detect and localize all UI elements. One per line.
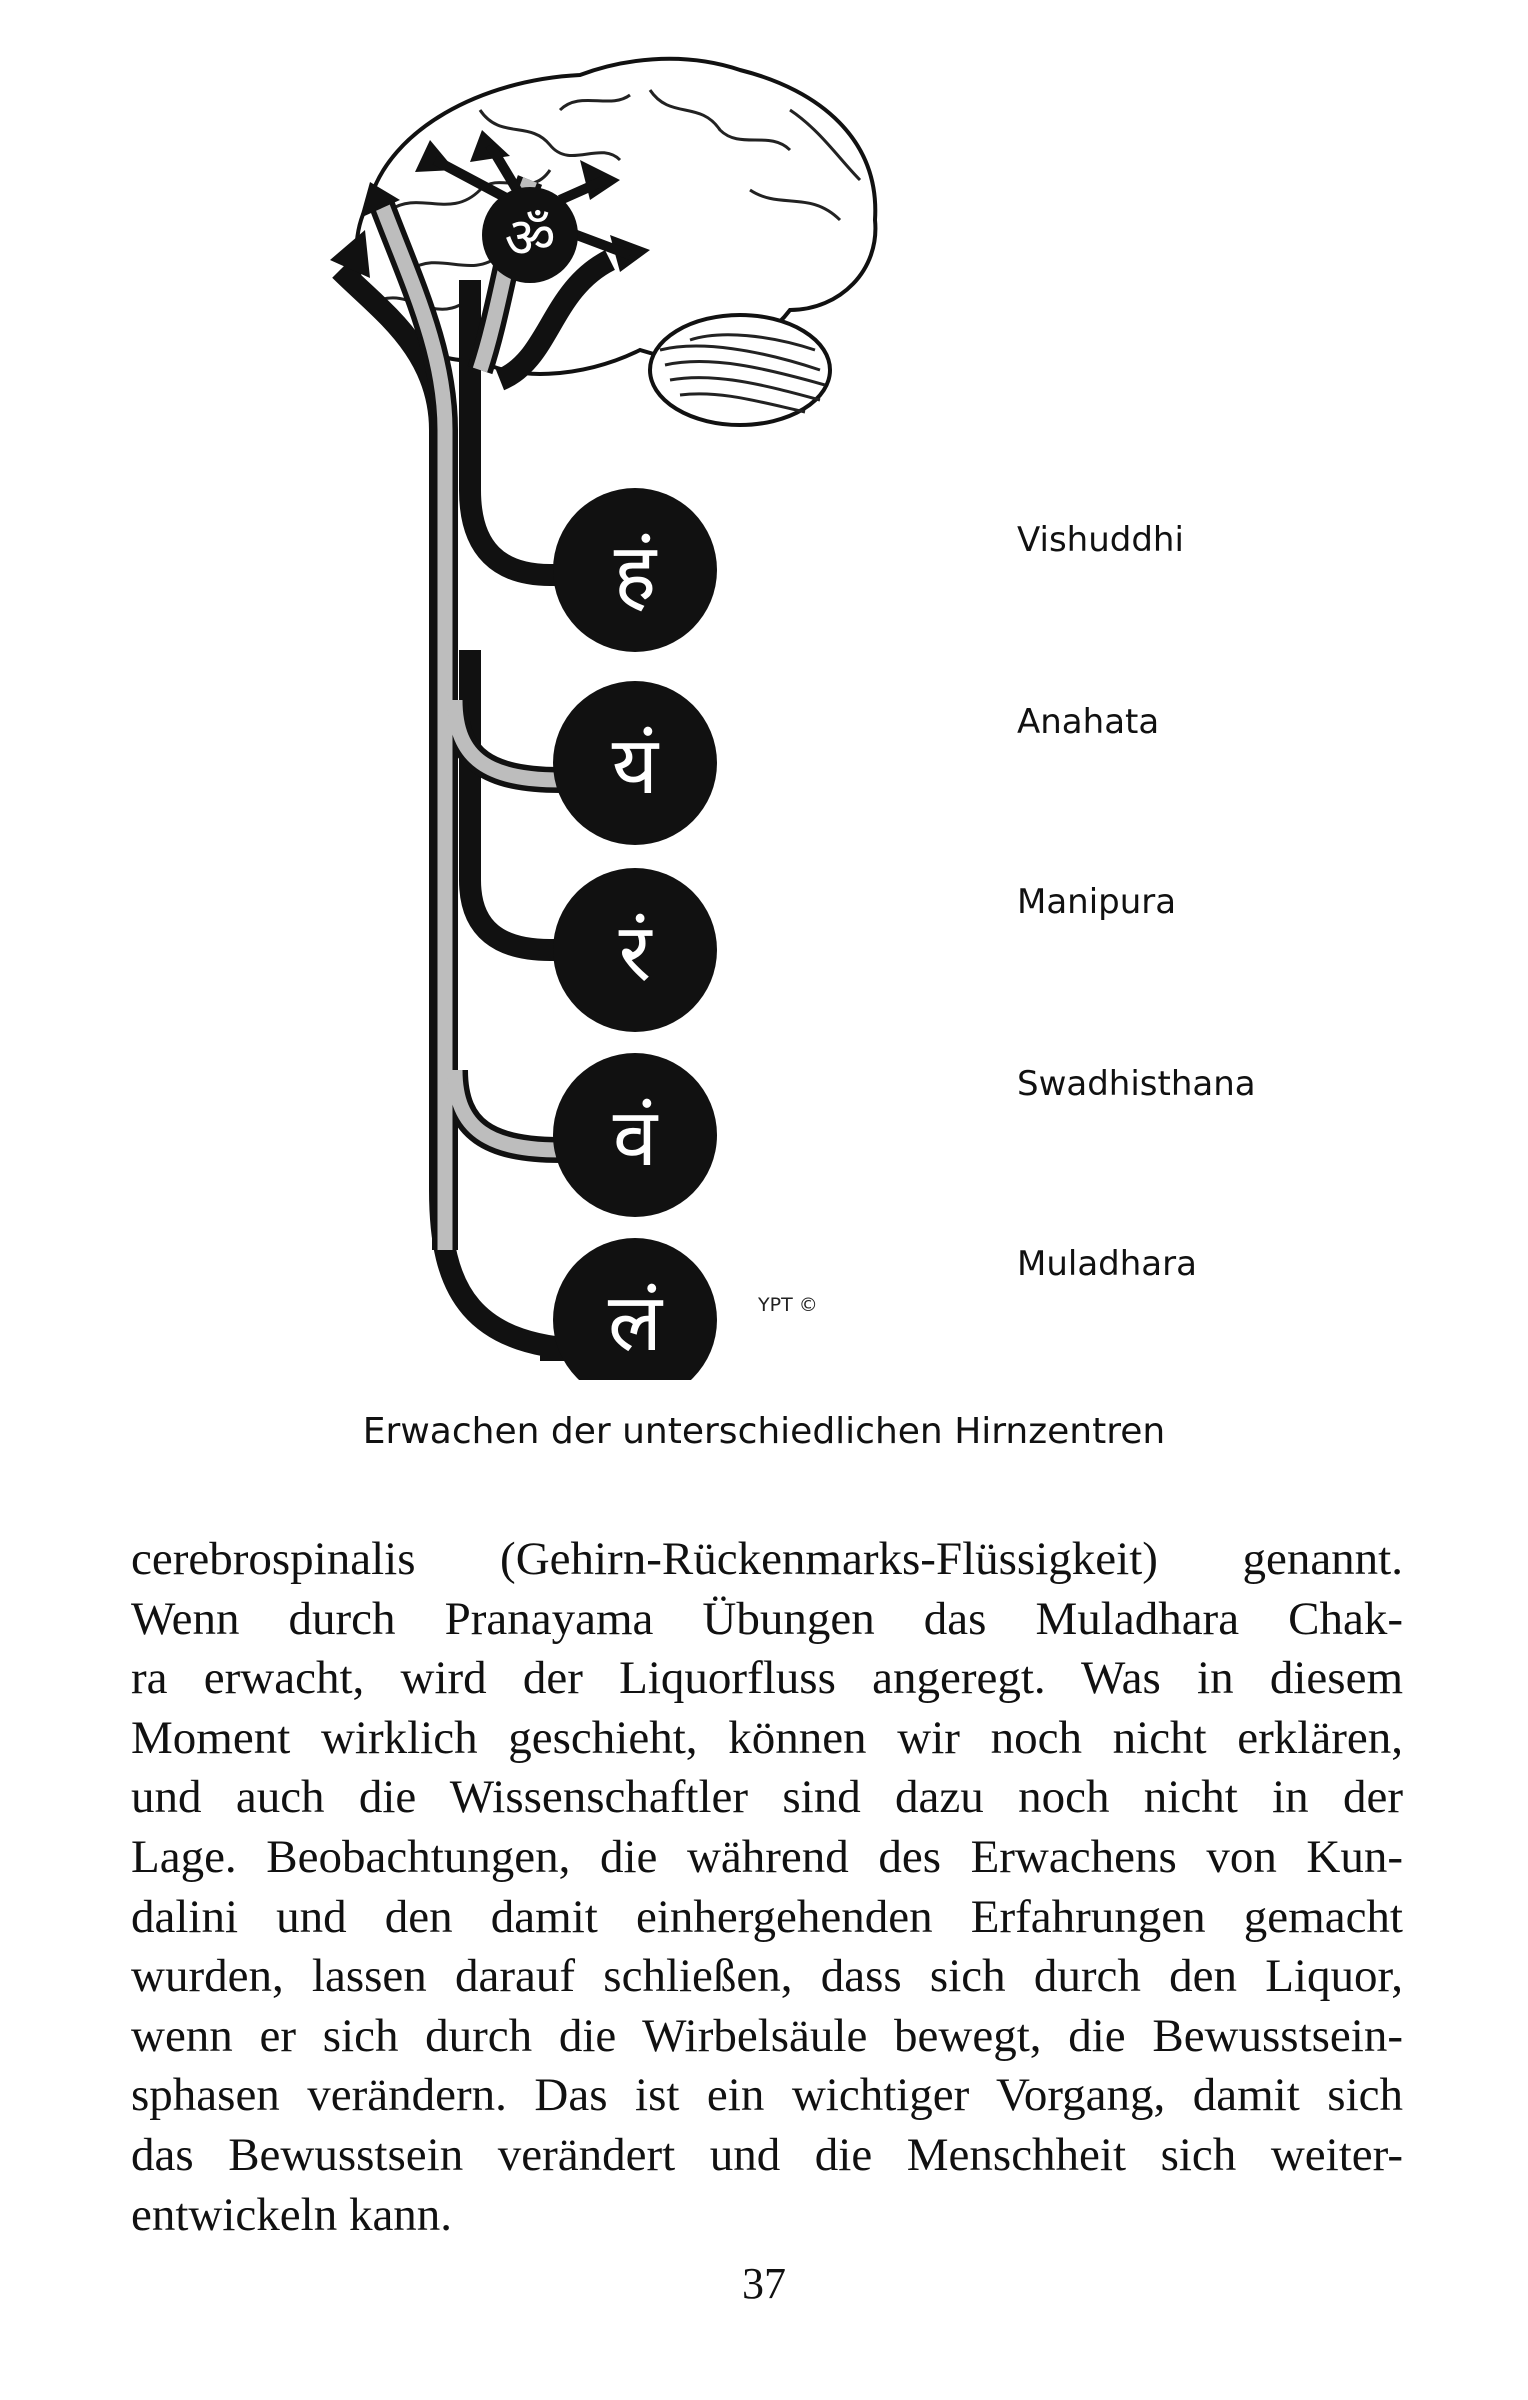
bija-manipura: रं [618,906,652,999]
text-line: entwickeln kann. [131,2188,453,2241]
chakra-label-swadhisthana: Swadhisthana [1017,1064,1256,1104]
chakra-circle-swadhisthana [553,1053,717,1217]
text-line: das Bewusstsein verändert und die Menschheit sich weiter- [131,2128,1403,2181]
chakra-label-manipura: Manipura [1017,882,1177,922]
figure-copyright: YPT © [758,1294,818,1316]
om-circle [482,187,578,283]
text-line: Moment wirklich geschieht, können wir noch nicht erklären, [131,1711,1403,1764]
brain-spine-drawing [320,50,1020,1380]
chakra-label-vishuddhi: Vishuddhi [1017,520,1184,560]
chakra-circle-manipura [553,868,717,1032]
body-paragraph [131,1530,1403,2245]
text-line: und auch die Wissenschaftler sind dazu noch nicht in der [131,1771,1403,1824]
chakra-brain-illustration [320,50,1020,1380]
text-line: Wenn durch Pranayama Übungen das Muladhara Chak- [131,1592,1403,1645]
chakra-circle-muladhara [553,1238,717,1380]
chakra-label-muladhara: Muladhara [1017,1244,1197,1284]
bija-swadhisthana: वं [612,1091,658,1184]
text-line: sphasen verändern. Das ist ein wichtiger Vorgang, damit sich [131,2069,1403,2122]
text-line: cerebrospinalis (Gehirn-Rückenmarks-Flüssigkeit) genannt. [131,1533,1403,1585]
text-line: wurden, lassen darauf schließen, dass sich durch den Liquor, [131,1950,1403,2003]
bija-anahata: यं [611,719,659,812]
text-line: wenn er sich durch die Wirbelsäule bewegt, die Bewusstsein- [131,2009,1403,2062]
chakra-label-anahata: Anahata [1017,702,1160,742]
om-symbol: ॐ [504,206,556,271]
text-line: dalini und den damit einhergehenden Erfahrungen gemacht [131,1890,1403,1943]
text-line: Lage. Beobachtungen, die während des Erwachens von Kun- [131,1830,1403,1883]
chakra-circle-anahata [553,681,717,845]
text-line: ra erwacht, wird der Liquorfluss angeregt. Was in diesem [131,1652,1403,1705]
bija-muladhara: लं [607,1276,663,1369]
figure-caption: Erwachen der unterschiedlichen Hirnzentren [362,1411,1166,1452]
chakra-circle-vishuddhi [553,488,717,652]
cerebellum [650,315,830,425]
bija-vishuddhi: हं [613,526,657,619]
page-number: 37 [742,2259,786,2308]
